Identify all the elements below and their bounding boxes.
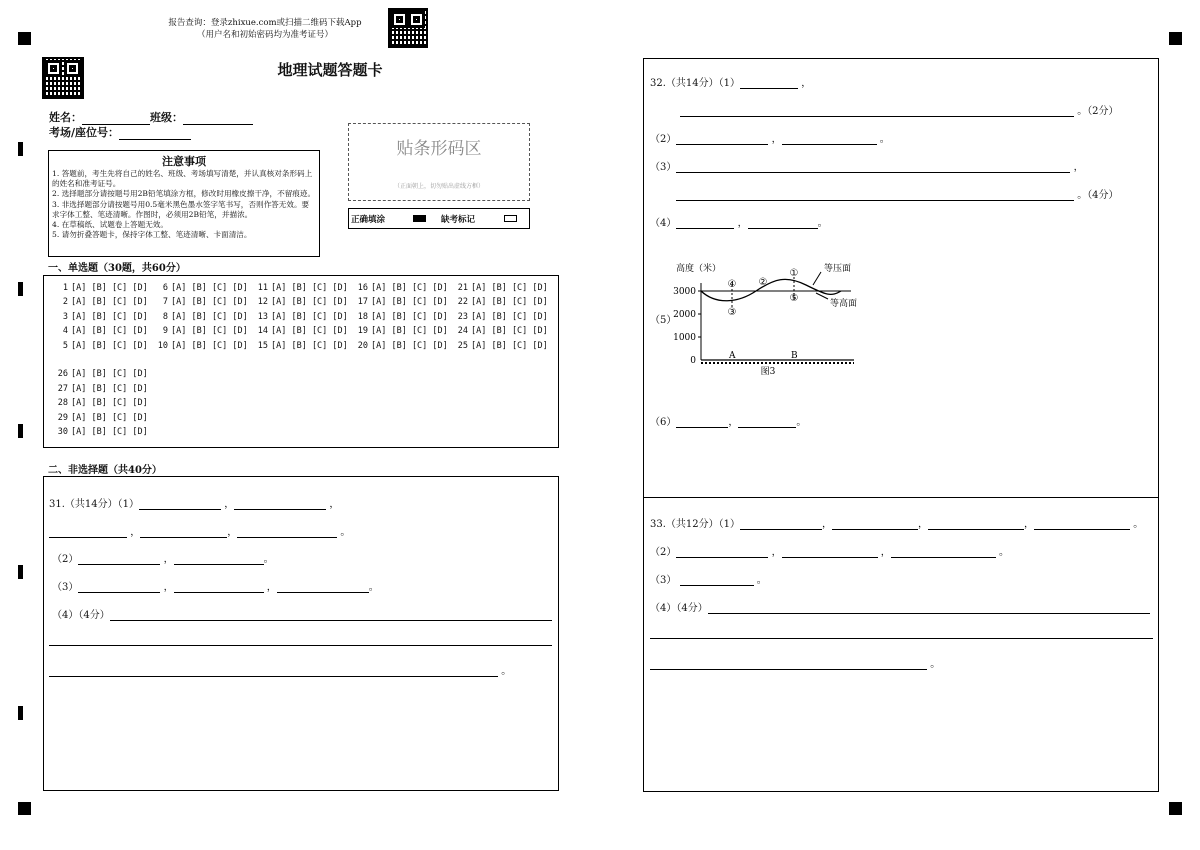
period: 。 bbox=[879, 134, 890, 145]
report-line-1: 报告查询：登录zhixue.com或扫描二维码下载App bbox=[168, 18, 362, 28]
timing-mark bbox=[18, 565, 23, 579]
score-note: （2分） bbox=[1087, 106, 1119, 117]
q33-part2-label: （2） bbox=[650, 547, 677, 558]
choice-item-11[interactable] bbox=[256, 283, 348, 293]
label-arrow bbox=[813, 272, 821, 285]
period: 。 bbox=[340, 527, 351, 538]
q31-2-blank[interactable] bbox=[174, 553, 264, 565]
period: 。 bbox=[501, 666, 512, 677]
x-label-b: B bbox=[791, 351, 798, 361]
choice-number: 7 bbox=[162, 297, 168, 308]
choice-item-17[interactable] bbox=[356, 297, 448, 307]
report-info bbox=[160, 17, 370, 41]
q33-part3-label: （3） bbox=[650, 575, 677, 586]
q32-1-blank[interactable] bbox=[680, 105, 1074, 117]
barcode-label: 贴条形码区 bbox=[396, 139, 482, 159]
q32-row7 bbox=[650, 413, 806, 428]
q31-1-blank[interactable] bbox=[140, 526, 227, 538]
choice-options[interactable]: [A] [B] [C] [D] bbox=[471, 326, 548, 337]
choice-item-5[interactable] bbox=[56, 341, 148, 351]
comma: ， bbox=[918, 519, 928, 530]
period: 。 bbox=[817, 218, 828, 229]
name-label: 姓名： bbox=[49, 111, 82, 124]
q33-row4 bbox=[650, 599, 1150, 614]
registration-mark bbox=[1169, 32, 1182, 45]
choice-options[interactable]: [A] [B] [C] [D] bbox=[71, 412, 148, 423]
choice-item-23[interactable] bbox=[456, 312, 548, 322]
notice-item: 3. 非选择题部分请按题号用0.5毫米黑色墨水签字笔书写，否则作答无效。要求字体工整、笔迹清晰。作图时，必须用2B铅笔，并描浓。 bbox=[52, 199, 310, 219]
q32-6-blank[interactable] bbox=[738, 416, 796, 428]
choice-number: 30 bbox=[57, 427, 68, 437]
page-title: 地理试题答题卡 bbox=[277, 61, 383, 79]
marker-3: ③ bbox=[727, 307, 737, 318]
q32-row5 bbox=[676, 186, 1119, 201]
comma: ， bbox=[737, 218, 748, 229]
notice-item: 4. 在草稿纸、试题卷上答题无效。 bbox=[52, 220, 168, 230]
q31-1-blank[interactable] bbox=[139, 498, 221, 510]
student-info-row bbox=[49, 109, 253, 125]
marker-2: ② bbox=[758, 277, 768, 288]
choice-number: 3 bbox=[62, 311, 68, 322]
barcode-area bbox=[348, 123, 530, 201]
choice-number: 13 bbox=[257, 311, 268, 322]
q31-4-blank[interactable] bbox=[110, 609, 552, 621]
registration-mark bbox=[18, 32, 31, 45]
figure-ylabel: 高度（米） bbox=[676, 264, 722, 274]
x-label-a: A bbox=[729, 351, 736, 361]
choice-number: 19 bbox=[357, 326, 368, 337]
q31-2-blank[interactable] bbox=[78, 553, 160, 565]
q31-row3 bbox=[52, 550, 274, 565]
choice-options[interactable]: [A] [B] [C] [D] bbox=[271, 297, 348, 308]
q32-2-blank[interactable] bbox=[782, 133, 877, 145]
q31-1-blank[interactable] bbox=[49, 526, 127, 538]
choice-item-27[interactable] bbox=[56, 384, 148, 394]
choice-options[interactable]: [A] [B] [C] [D] bbox=[71, 283, 148, 293]
period: 。 bbox=[756, 575, 767, 586]
q33-row2 bbox=[650, 543, 1009, 558]
q31-row1 bbox=[49, 495, 339, 510]
choice-item-16[interactable] bbox=[356, 283, 448, 293]
comma: ， bbox=[329, 499, 340, 510]
q32-part6-label: （6） bbox=[650, 417, 677, 428]
q31-row2 bbox=[49, 523, 350, 538]
choice-number: 5 bbox=[62, 340, 68, 351]
choice-item-28[interactable] bbox=[56, 398, 148, 408]
choice-options[interactable]: [A] [B] [C] [D] bbox=[71, 311, 148, 322]
choice-number: 6 bbox=[162, 283, 168, 293]
choice-number: 4 bbox=[62, 326, 68, 337]
q32-row3 bbox=[650, 130, 890, 145]
q32-6-blank[interactable] bbox=[676, 416, 728, 428]
q31-row7 bbox=[49, 662, 511, 677]
choice-item-1[interactable] bbox=[56, 283, 148, 293]
choice-item-20[interactable] bbox=[356, 341, 448, 351]
marker-4: ④ bbox=[727, 279, 737, 290]
choice-item-24[interactable] bbox=[456, 326, 548, 336]
choice-item-19[interactable] bbox=[356, 326, 448, 336]
q33-row3 bbox=[650, 571, 767, 586]
comma: ， bbox=[227, 527, 238, 538]
seat-label: 考场/座位号： bbox=[49, 126, 120, 139]
figure-3 bbox=[666, 257, 886, 379]
seat-info-row bbox=[49, 124, 191, 140]
q31-part2-label: （2） bbox=[52, 554, 79, 565]
q31-1-blank[interactable] bbox=[234, 498, 326, 510]
choice-number: 22 bbox=[457, 297, 468, 308]
timing-mark bbox=[18, 142, 23, 156]
choice-number: 15 bbox=[257, 340, 268, 351]
choice-options[interactable]: [A] [B] [C] [D] bbox=[71, 340, 148, 351]
q32-1-blank[interactable] bbox=[740, 77, 798, 89]
notice-item: 2. 选择题部分请按题号用2B铅笔填涂方框，修改时用橡皮擦干净，不留痕迹。 bbox=[52, 189, 316, 199]
choice-options[interactable]: [A] [B] [C] [D] bbox=[271, 283, 348, 293]
choice-options[interactable]: [A] [B] [C] [D] bbox=[471, 297, 548, 308]
period: 。 bbox=[1133, 519, 1144, 530]
period: 。 bbox=[1077, 190, 1088, 201]
choice-item-29[interactable] bbox=[56, 413, 148, 423]
q31-4-blank[interactable] bbox=[49, 665, 498, 677]
choice-number: 8 bbox=[162, 311, 168, 322]
choice-options[interactable]: [A] [B] [C] [D] bbox=[71, 427, 148, 437]
choice-number: 17 bbox=[357, 297, 368, 308]
choice-item-9[interactable] bbox=[156, 326, 248, 336]
notice-title: 注意事项 bbox=[162, 155, 206, 168]
comma: ， bbox=[224, 499, 235, 510]
q33-4-blank[interactable] bbox=[650, 658, 927, 670]
y-tick-label: 3000 bbox=[673, 287, 696, 297]
choice-number: 29 bbox=[57, 412, 68, 423]
choice-item-6[interactable] bbox=[156, 283, 248, 293]
q32-2-blank[interactable] bbox=[676, 133, 768, 145]
figure-caption: 图3 bbox=[760, 367, 776, 377]
choice-number: 24 bbox=[457, 326, 468, 337]
choice-options[interactable]: [A] [B] [C] [D] bbox=[71, 369, 148, 380]
choice-options[interactable]: [A] [B] [C] [D] bbox=[471, 340, 548, 351]
choice-options[interactable]: [A] [B] [C] [D] bbox=[271, 326, 348, 337]
q33-head: 33.（共12分）（1） bbox=[650, 519, 740, 530]
q32-head: 32.（共14分）（1） bbox=[650, 78, 740, 89]
comma: ， bbox=[880, 547, 891, 558]
q33-2-blank[interactable] bbox=[676, 546, 768, 558]
choice-item-10[interactable] bbox=[156, 341, 248, 351]
choice-number: 16 bbox=[357, 283, 368, 293]
notice-box bbox=[48, 150, 320, 257]
q32-part4-label: （4） bbox=[650, 218, 677, 229]
choice-options[interactable]: [A] [B] [C] [D] bbox=[171, 326, 248, 337]
marker-1: ① bbox=[789, 268, 799, 279]
q33-1-blank[interactable] bbox=[832, 518, 918, 530]
q32-3-blank[interactable] bbox=[676, 189, 1074, 201]
choice-item-13[interactable] bbox=[256, 312, 348, 322]
q33-1-blank[interactable] bbox=[740, 518, 822, 530]
q32-box bbox=[643, 58, 1159, 498]
barcode-hint: （正面朝上，切勿贴出虚线方框） bbox=[393, 183, 484, 190]
section2-title: 二、非选择题（共40分） bbox=[48, 465, 162, 476]
period: 。 bbox=[796, 417, 807, 428]
q31-4-blank[interactable] bbox=[49, 634, 552, 646]
section1-title: 一、单选题（30题，共60分） bbox=[48, 263, 186, 274]
q33-3-blank[interactable] bbox=[680, 574, 754, 586]
choice-number: 1 bbox=[62, 283, 68, 293]
choice-options[interactable]: [A] [B] [C] [D] bbox=[371, 326, 448, 337]
absent-mark-label: 缺考标记 bbox=[441, 215, 476, 225]
choice-item-3[interactable] bbox=[56, 312, 148, 322]
q33-4-blank[interactable] bbox=[650, 627, 1153, 639]
choice-options[interactable]: [A] [B] [C] [D] bbox=[71, 326, 148, 337]
choice-number: 14 bbox=[257, 326, 268, 337]
choice-options[interactable]: [A] [B] [C] [D] bbox=[71, 297, 148, 308]
period: 。 bbox=[1077, 106, 1088, 117]
comma: ， bbox=[130, 527, 141, 538]
period: 。 bbox=[998, 547, 1009, 558]
choice-item-7[interactable] bbox=[156, 297, 248, 307]
q32-part2-label: （2） bbox=[650, 134, 677, 145]
choice-item-21[interactable] bbox=[456, 283, 548, 293]
q33-4-blank[interactable] bbox=[708, 602, 1150, 614]
choice-options[interactable]: [A] [B] [C] [D] bbox=[171, 283, 248, 293]
q32-row4 bbox=[650, 158, 1084, 173]
q31-part4-label: （4）（4分） bbox=[52, 610, 110, 621]
registration-mark bbox=[18, 802, 31, 815]
choice-number: 18 bbox=[357, 311, 368, 322]
choice-item-12[interactable] bbox=[256, 297, 348, 307]
q32-row2 bbox=[680, 102, 1119, 117]
isobar-label: 等压面 bbox=[824, 264, 852, 274]
choice-options[interactable]: [A] [B] [C] [D] bbox=[471, 283, 548, 293]
q31-3-blank[interactable] bbox=[78, 581, 160, 593]
fill-legend bbox=[348, 208, 530, 229]
q33-row1 bbox=[650, 515, 1143, 530]
choice-options[interactable]: [A] [B] [C] [D] bbox=[371, 283, 448, 293]
q32-row1 bbox=[650, 74, 811, 89]
correct-fill-label: 正确填涂 bbox=[351, 215, 386, 225]
q31-part3-label: （3） bbox=[52, 582, 79, 593]
q33-1-blank[interactable] bbox=[928, 518, 1024, 530]
y-tick-label: 0 bbox=[690, 356, 696, 366]
period: 。 bbox=[368, 582, 379, 593]
comma: ， bbox=[728, 417, 739, 428]
choice-item-2[interactable] bbox=[56, 297, 148, 307]
notice-item: 1. 答题前，考生先将自己的姓名、班级、考场填写清楚，并认真核对条形码上的姓名和准考证号。 bbox=[52, 169, 313, 189]
timing-mark bbox=[18, 282, 23, 296]
choice-options[interactable]: [A] [B] [C] [D] bbox=[371, 311, 448, 322]
choice-number: 28 bbox=[57, 398, 68, 409]
q32-part5-label: （5） bbox=[650, 315, 677, 326]
choice-number: 11 bbox=[257, 283, 268, 293]
choice-number: 25 bbox=[457, 340, 468, 351]
comma: ， bbox=[771, 134, 782, 145]
q31-row5 bbox=[52, 606, 552, 621]
choice-number: 2 bbox=[62, 297, 68, 308]
comma: ， bbox=[801, 78, 812, 89]
q31-box bbox=[43, 476, 559, 791]
comma: ， bbox=[163, 554, 174, 565]
registration-mark bbox=[1169, 802, 1182, 815]
choice-options[interactable]: [A] [B] [C] [D] bbox=[171, 297, 248, 308]
choice-options[interactable]: [A] [B] [C] [D] bbox=[271, 311, 348, 322]
report-line-2: （用户名和初始密码均为准考证号） bbox=[196, 30, 333, 40]
class-field[interactable] bbox=[183, 113, 253, 125]
comma: ， bbox=[771, 547, 782, 558]
q32-part3-label: （3） bbox=[650, 162, 677, 173]
period: 。 bbox=[263, 554, 274, 565]
choice-options[interactable]: [A] [B] [C] [D] bbox=[171, 311, 248, 322]
q32-row6 bbox=[650, 214, 828, 229]
q33-box bbox=[643, 497, 1159, 792]
class-label: 班级： bbox=[150, 111, 183, 124]
choice-item-18[interactable] bbox=[356, 312, 448, 322]
choice-number: 27 bbox=[57, 383, 68, 394]
choice-item-25[interactable] bbox=[456, 341, 548, 351]
choice-options[interactable]: [A] [B] [C] [D] bbox=[71, 383, 148, 394]
choice-item-8[interactable] bbox=[156, 312, 248, 322]
q33-2-blank[interactable] bbox=[782, 546, 878, 558]
choice-item-22[interactable] bbox=[456, 297, 548, 307]
choice-item-26[interactable] bbox=[56, 369, 148, 379]
choice-options[interactable]: [A] [B] [C] [D] bbox=[371, 340, 448, 351]
q31-1-blank[interactable] bbox=[237, 526, 337, 538]
q31-3-blank[interactable] bbox=[174, 581, 264, 593]
q33-2-blank[interactable] bbox=[891, 546, 996, 558]
choice-item-14[interactable] bbox=[256, 326, 348, 336]
q31-row4 bbox=[52, 578, 379, 593]
choice-item-30[interactable] bbox=[56, 427, 148, 437]
timing-mark bbox=[18, 424, 23, 438]
q32-4-blank[interactable] bbox=[676, 217, 734, 229]
choice-number: 9 bbox=[162, 326, 168, 337]
choice-options[interactable]: [A] [B] [C] [D] bbox=[371, 297, 448, 308]
marker-5: ⑤ bbox=[789, 293, 799, 304]
choice-options[interactable]: [A] [B] [C] [D] bbox=[71, 398, 148, 409]
qr-code-icon bbox=[42, 57, 84, 99]
choice-options[interactable]: [A] [B] [C] [D] bbox=[171, 340, 248, 351]
q31-row6 bbox=[49, 634, 552, 646]
q33-row5 bbox=[650, 627, 1153, 639]
choice-options[interactable]: [A] [B] [C] [D] bbox=[471, 311, 548, 322]
isobar-surface-curve bbox=[701, 279, 841, 300]
comma: ， bbox=[1073, 162, 1084, 173]
timing-mark bbox=[18, 706, 23, 720]
comma: ， bbox=[266, 582, 277, 593]
choice-number: 26 bbox=[57, 369, 68, 380]
notice-item: 5. 请勿折叠答题卡，保持字体工整、笔迹清晰、卡面清洁。 bbox=[52, 230, 252, 240]
correct-fill-sample-icon bbox=[413, 215, 426, 222]
absent-mark-box[interactable] bbox=[504, 215, 517, 222]
choice-grid bbox=[43, 275, 559, 448]
comma: ， bbox=[822, 519, 832, 530]
choice-number: 21 bbox=[457, 283, 468, 293]
period: 。 bbox=[930, 659, 941, 670]
choice-number: 23 bbox=[457, 311, 468, 322]
q31-3-blank[interactable] bbox=[277, 581, 369, 593]
qr-code-icon bbox=[388, 8, 428, 48]
q32-4-blank[interactable] bbox=[748, 217, 818, 229]
q33-row6 bbox=[650, 655, 940, 670]
choice-item-4[interactable] bbox=[56, 326, 148, 336]
choice-number: 10 bbox=[157, 340, 168, 351]
q33-1-blank[interactable] bbox=[1034, 518, 1130, 530]
q31-head: 31.（共14分）（1） bbox=[49, 499, 139, 510]
y-tick-label: 1000 bbox=[673, 333, 696, 343]
comma: ， bbox=[163, 582, 174, 593]
choice-options[interactable]: [A] [B] [C] [D] bbox=[271, 340, 348, 351]
choice-number: 20 bbox=[357, 340, 368, 351]
notice-list bbox=[52, 169, 316, 240]
q32-3-blank[interactable] bbox=[676, 161, 1070, 173]
score-note: （4分） bbox=[1087, 190, 1119, 201]
q33-part4-label: （4）（4分） bbox=[650, 603, 708, 614]
y-tick-label: 2000 bbox=[673, 310, 696, 320]
contour-label: 等高面 bbox=[830, 299, 858, 309]
comma: ， bbox=[1024, 519, 1034, 530]
choice-item-15[interactable] bbox=[256, 341, 348, 351]
seat-field[interactable] bbox=[119, 128, 191, 140]
choice-number: 12 bbox=[257, 297, 268, 308]
